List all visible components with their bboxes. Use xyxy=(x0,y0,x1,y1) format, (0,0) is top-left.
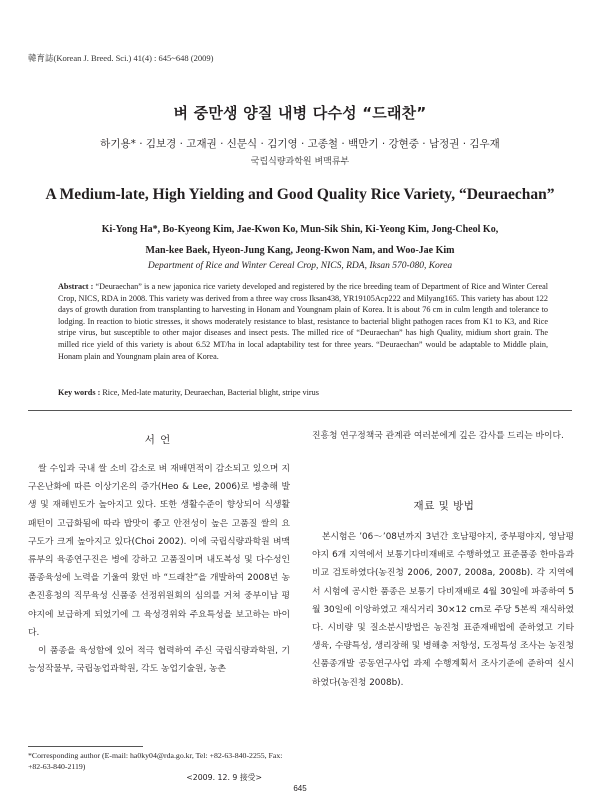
introduction-column xyxy=(28,460,290,678)
title-korean: 벼 중만생 양질 내병 다수성 “드래찬” xyxy=(173,104,427,122)
section-heading-introduction: 서 언 xyxy=(144,434,172,446)
authors-korean: 하기용* · 김보경 · 고재권 · 신문식 · 김기영 · 고종철 · 백만기 · 강현중 · 남정권 · 김우재 xyxy=(100,138,500,150)
methods-column xyxy=(312,528,574,692)
title-english: A Medium-late, High Yielding and Good Quality Rice Variety, “Deuraechan” xyxy=(45,186,555,203)
acknowledgement-text: 진흥청 연구정책국 관계관 여러분에게 깊은 감사를 드리는 바이다. xyxy=(312,431,564,441)
abstract-label: Abstract : xyxy=(58,282,94,291)
affiliation-english: Department of Rice and Winter Cereal Crop, NICS, RDA, Iksan 570-080, Korea xyxy=(147,261,453,271)
keywords-text: Rice, Med-late maturity, Deuraechan, Bacterial blight, stripe virus xyxy=(100,388,319,397)
methods-paragraph-1: 본시험은 ’06～’08년까지 3년간 호남평야지, 중부평야지, 영남평야지 6개 지역에서 보통기다비재배로 수행하였고 표준품종 한마음과 비교 검토하였다(농진청 2006, 2007, 2008a, 2008b). 각 지역에서 시험에 공시한 품종은 보통기 다비재배로 4월 30일에 파종하여 5월 30일에 이앙하였고 재식거리 30×12 cm로 주당 5본씩 재식하였다. 시비량 및 질소분시방법은 농진청 표준재배법에 준하였고 기타 생육, 수량특성, 생리장해 및 병해충 저항성, 도정특성 조사는 농진청 신품종개발 공동연구사업 과제 수행계획서 조사기준에 준하여 실시하였다(농진청 2008b). xyxy=(312,532,574,688)
footnote-divider xyxy=(28,746,143,747)
authors-english-line1: Ki-Yong Ha*, Bo-Kyeong Kim, Jae-Kwon Ko, Mun-Sik Shin, Ki-Yeong Kim, Jong-Cheol Ko, xyxy=(101,224,499,235)
journal-header: 韓育誌(Korean J. Breed. Sci.) 41(4) : 645~648 (2009) xyxy=(28,53,214,63)
introduction-paragraph-2: 이 품종을 육성함에 있어 적극 협력하여 주신 국립식량과학원, 기능성작물부, 국립농업과학원, 각도 농업기술원, 농촌 xyxy=(28,646,290,675)
section-heading-methods: 재료 및 방법 xyxy=(413,500,475,512)
section-divider xyxy=(28,410,572,411)
authors-english xyxy=(0,219,600,261)
acknowledgement-continuation xyxy=(312,427,574,445)
keywords-label: Key words : xyxy=(58,388,101,397)
received-date: <2009. 12. 9 接受> xyxy=(186,773,262,782)
abstract-text: “Deuraechan” is a new japonica rice variety developed and registered by the rice breeding team of Department of Rice and Winter Cereal Crop, NICS, RDA in 2008. This variety was derived from a three way cross Iksan438, YR19105Acp222 and Milyang165. This variety has about 122 days of growth duration from transplanting to harvesting in Honam and Youngnam plain of Korea. It is about 76 cm in culm length and tolerance to lodging. In reaction to biotic stresses, it shows moderately resistance to blast, resistance to bacterial blight pathogen races from K1 to K3, and Rice stripe virus, but susceptible to other major diseases and insect pests. The milled rice of “Deuraechan” has high Quality, midium short grain. The milled rice yield of this variety is about 6.52 MT/ha in local adaptability test for three years. “Deuraechan” would be adaptable to Middle plain, Honam plain and Youngnam plain area of Korea. xyxy=(58,282,548,361)
affiliation-korean: 국립식량과학원 벼맥류부 xyxy=(250,157,350,167)
introduction-paragraph-1: 쌀 수입과 국내 쌀 소비 감소로 벼 재배면적이 감소되고 있으며 지구온난화에 따른 이상기온의 증가(Heo & Lee, 2006)로 병충해 발생 및 재해빈도가 높아지고 있다. 또한 생활수준이 향상되어 식생활 패턴이 고급화됨에 따라 밥맛이 좋고 안전성이 높은 고품질 쌀의 요구도가 크게 높아지고 있다(Choi 2002). 이에 국립식량과학원 벼맥류부의 육종연구진은 병에 강하고 고품질이며 내도복성 및 다수성인 품종육성에 노력을 기울여 왔던 바 “드래찬”을 개발하여 2008년 농촌진흥청의 직무육성 신품종 선정위원회의 심의를 거쳐 중부이남 평야지에 보급하게 되었기에 그 육성경위와 주요특성을 보고하는 바이다. xyxy=(28,464,290,638)
corresponding-author-footnote: *Corresponding author (E-mail: ha0ky04@rda.go.kr, Tel: +82-63-840-2255, Fax: +82-63-840-2119) xyxy=(28,751,283,771)
abstract xyxy=(58,281,548,362)
keywords xyxy=(58,388,548,397)
page-number: 645 xyxy=(293,784,307,793)
authors-english-line2: Man-kee Baek, Hyeon-Jung Kang, Jeong-Kwon Nam, and Woo-Jae Kim xyxy=(145,245,455,256)
